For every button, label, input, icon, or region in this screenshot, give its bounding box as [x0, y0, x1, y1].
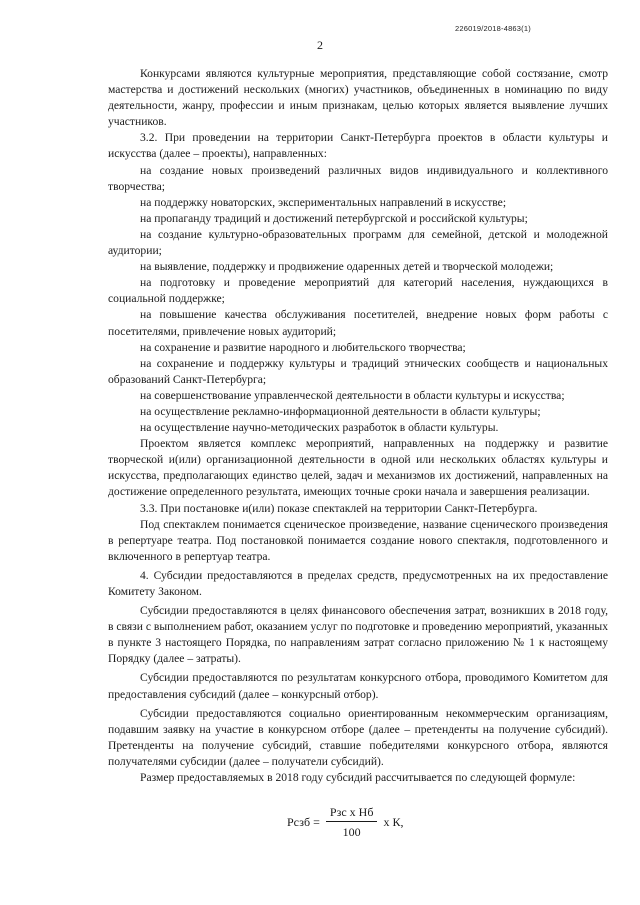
paragraph: 3.2. При проведении на территории Санкт-Петербурга проектов в области культуры и искусства (далее – проекты), направленных: — [108, 131, 608, 161]
paragraph: 3.3. При постановке и(или) показе спектаклей на территории Санкт-Петербурга. — [140, 501, 538, 515]
paragraph: 4. Субсидии предоставляются в пределах средств, предусмотренных на их предоставление Комитету Законом. — [108, 568, 608, 598]
list-item: на осуществление рекламно-информационной деятельности в области культуры; — [140, 404, 541, 418]
paragraph: Конкурсами являются культурные мероприятия, представляющие собой состязание, смотр мастерства и достижений нескольких (многих) участников, объединенных в номинацию по виду деятельности, жанру, профессии и иным признакам, целью которых является выявление лучших участников. — [108, 67, 608, 129]
list-item: на создание культурно-образовательных программ для семейной, детской и молодежной аудитории; — [108, 227, 608, 258]
formula-fraction — [326, 805, 378, 840]
paragraph: Размер предоставляемых в 2018 году субсидий рассчитывается по следующей формуле: — [140, 771, 576, 785]
list-item: на пропаганду традиций и достижений петербургской и российской культуры; — [140, 211, 528, 225]
paragraph: Субсидии предоставляются в целях финансового обеспечения затрат, возникших в 2018 году, в связи с выполнением работ, оказанием услуг по подготовке и проведению мероприятий, указанных в пункте 3 настоящего Порядка, по направлениям затрат согласно приложению № 1 к настоящему Порядку (далее – затраты). — [108, 604, 608, 666]
subsidy-formula — [287, 805, 403, 840]
list-item: на повышение качества обслуживания посетителей, внедрение новых форм работы с посетителями, привлечение новых аудиторий; — [108, 308, 608, 338]
list-item: на осуществление научно-методических разработок в области культуры. — [140, 421, 499, 435]
document-id: 226019/2018-4863(1) — [455, 24, 531, 33]
paragraph: Субсидии предоставляются по результатам конкурсного отбора, проводимого Комитетом для предоставления субсидий (далее – конкурсный отбор). — [108, 671, 608, 701]
list-item: на поддержку новаторских, экспериментальных направлений в искусстве; — [140, 195, 507, 209]
paragraph: Под спектаклем понимается сценическое произведение, название сценического произведения в репертуаре театра. Под постановкой понимается создание нового спектакля, подготовленного и включенного в репертуар театра. — [108, 517, 608, 563]
list-item: на совершенствование управленческой деятельности в области культуры и искусства; — [140, 388, 565, 402]
list-item: на подготовку и проведение мероприятий для категорий населения, нуждающихся в социальной поддержке; — [108, 276, 608, 306]
formula-rhs: х К, — [383, 815, 404, 829]
list-item: на создание новых произведений различных видов индивидуального и коллективного творчества; — [108, 163, 608, 193]
paragraph: Субсидии предоставляются социально ориентированным некоммерческим организациям, подавшим заявку на участие в конкурсном отборе (далее – претенденты на получение субсидий). Претенденты на получение субсидий, ставшие победителями конкурсного отбора, являются получателями субсидии (далее – получатели субсидий). — [108, 706, 608, 768]
list-item: на выявление, поддержку и продвижение одаренных детей и творческой молодежи; — [140, 260, 554, 274]
formula-lhs: Рсзб = — [287, 815, 320, 829]
list-item: на сохранение и поддержку культуры и традиций этнических сообществ и национальных образований Санкт-Петербурга; — [108, 356, 608, 386]
formula-numerator: Рзс х Нб — [326, 805, 378, 822]
formula-denominator: 100 — [342, 825, 361, 839]
list-item: на сохранение и развитие народного и любительского творчества; — [140, 340, 466, 354]
document-body — [108, 66, 608, 786]
page-number: 2 — [317, 38, 323, 52]
paragraph: Проектом является комплекс мероприятий, направленных на поддержку и развитие творческой и(или) организационной деятельности в одной или нескольких областях культуры и искусства, предполагающих единство целей, задач и механизмов их достижений, направленных на достижение определенного результата, имеющих точные сроки начала и завершения реализации. — [108, 437, 608, 499]
